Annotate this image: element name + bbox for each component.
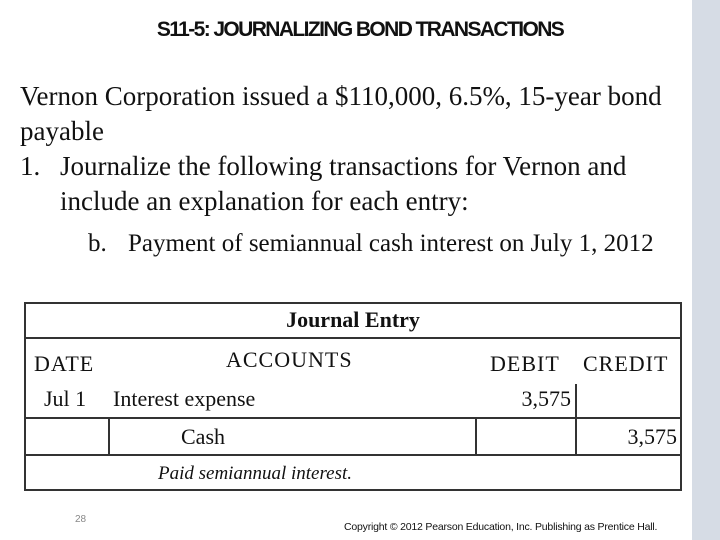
table-rule-row <box>24 417 682 419</box>
accounts-header: ACCOUNTS <box>226 347 353 372</box>
date-header: DATE <box>34 351 95 376</box>
table-rule-bottom <box>24 489 682 491</box>
table-rule-title <box>24 337 682 339</box>
journal-entry-table <box>24 302 682 491</box>
right-decorative-bar <box>692 0 720 540</box>
intro-paragraph: Vernon Corporation issued a $110,000, 6.5%, 15-year bond payable <box>20 81 662 146</box>
table-rule-date-col <box>108 417 110 454</box>
sub-item-text: Payment of semiannual cash interest on July 1, 2012 <box>128 230 654 257</box>
sub-item-letter: b. <box>88 230 107 257</box>
problem-text <box>20 79 688 219</box>
debit-header: DEBIT <box>490 351 560 376</box>
slide-title: S11-5: JOURNALIZING BOND TRANSACTIONS <box>156 18 564 41</box>
entry-explanation: Paid semiannual interest. <box>158 463 353 484</box>
sub-item-b <box>88 229 688 259</box>
page-number: 28 <box>75 514 87 525</box>
item-text: Journalize the following transactions for Vernon and include an explanation for each entry: <box>60 151 627 216</box>
item-number: 1. <box>20 151 41 181</box>
row1-date: Jul 1 <box>44 386 87 411</box>
row1-debit: 3,575 <box>521 386 571 411</box>
row2-account: Cash <box>181 424 225 449</box>
copyright-notice: Copyright © 2012 Pearson Education, Inc. Publishing as Prentice Hall. <box>344 521 658 533</box>
table-rule-top <box>24 302 682 304</box>
numbered-item <box>20 149 688 219</box>
table-rule-row <box>24 454 682 456</box>
table-rule-debit-col <box>475 417 477 454</box>
row2-credit: 3,575 <box>627 424 677 449</box>
journal-title: Journal Entry <box>286 307 420 332</box>
credit-header: CREDIT <box>583 351 669 376</box>
row1-account: Interest expense <box>113 386 256 411</box>
